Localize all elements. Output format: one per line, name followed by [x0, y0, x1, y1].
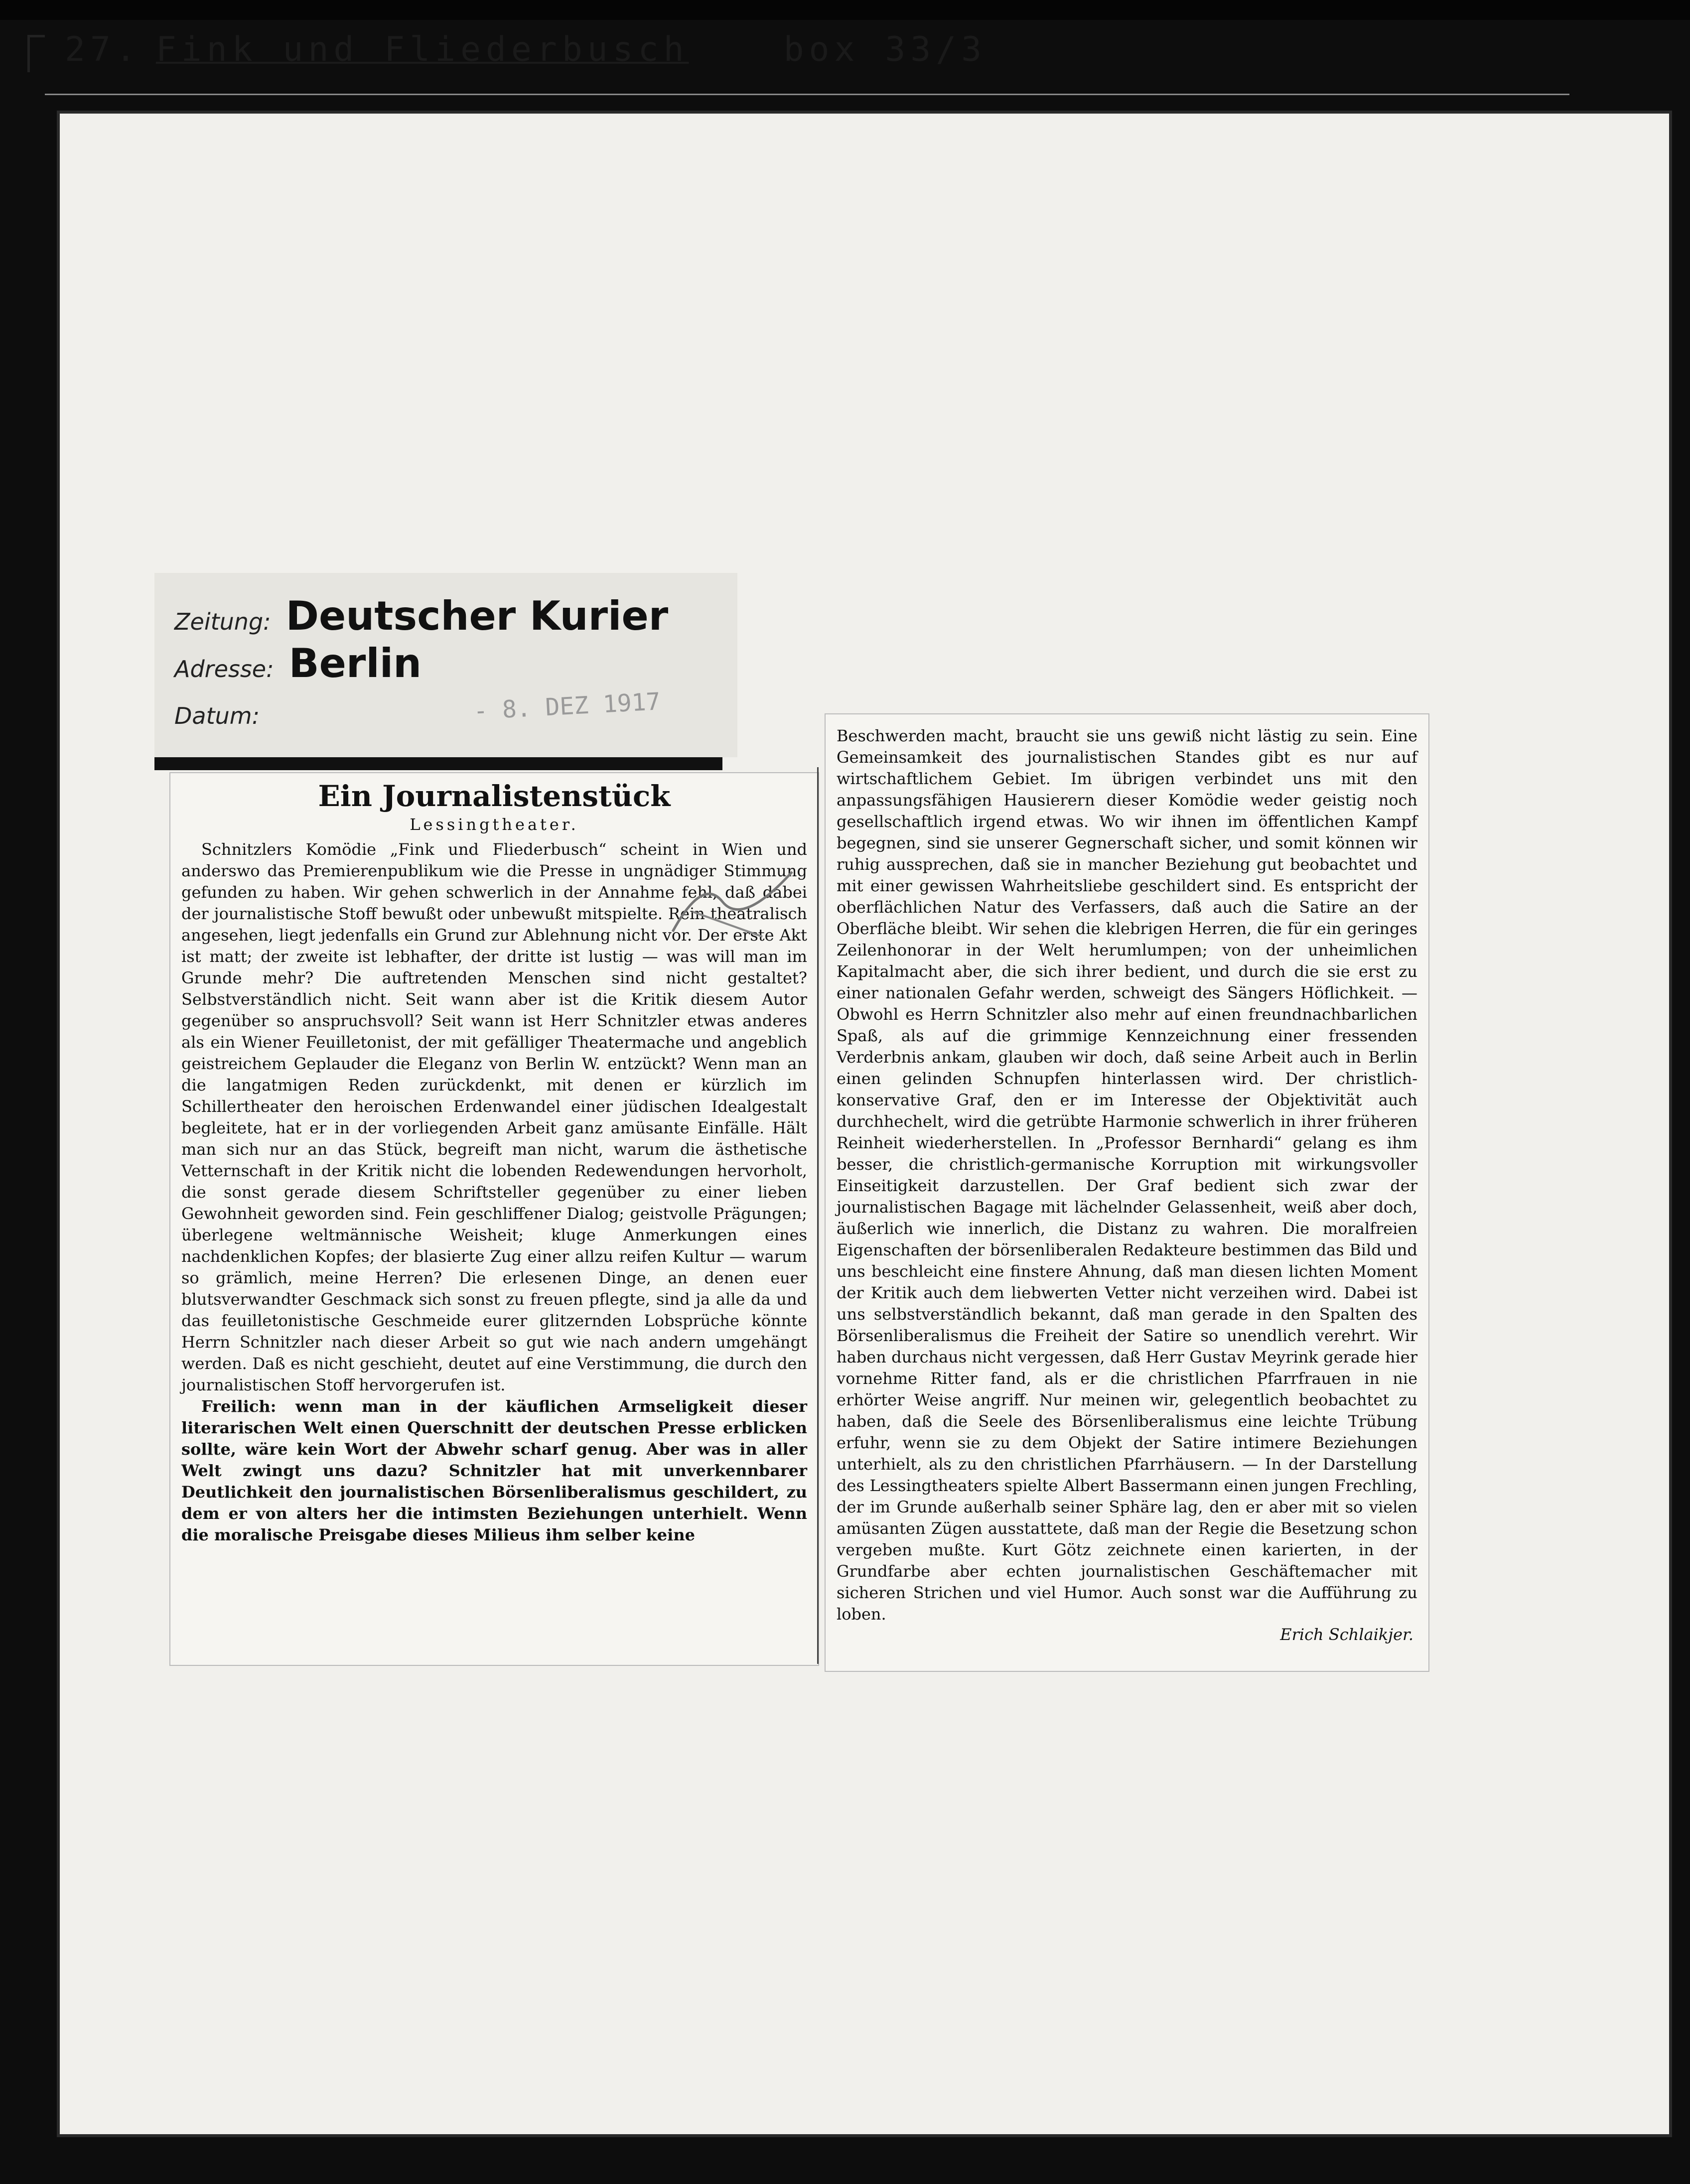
stamp-rule	[154, 757, 722, 770]
archive-header	[65, 30, 986, 69]
adresse-value: Berlin	[288, 640, 422, 686]
header-title: Fink und Fliederbusch	[155, 30, 689, 69]
clipping-stamp	[154, 573, 737, 757]
article-headline: Ein Journalistenstück	[318, 779, 671, 813]
article-paragraph-3: Beschwerden macht, braucht sie uns gewiß nicht lästig zu sein. Eine Gemeinsamkeit des journalistischen Standes gibt es nur auf wirtschaftlichem Gebiet. Im übrigen verbindet uns mit den anpassungsfähigen Hausierern dieser Komödie weder geistig noch gesellschaftlich irgend etwas. Wo wir ihnen im öffentlichen Kampf begegnen, sind sie unserer Gegnerschaft sicher, und somit können wir ruhig aussprechen, daß sie in mancher Beziehung gut beobachtet und mit einer gewissen Wahrheitsliebe geschildert sind. Es entspricht der oberflächlichen Natur des Verfassers, daß auch die Satire an der Oberfläche bleibt. Wir sehen die klebrigen Herren, die für ein geringes Zeilenhonorar in der Welt herumlumpen; von der unheimlichen Kapitalmacht aber, die sich ihrer bedient, und durch die sie erst zu einer nationalen Gefahr werden, schweigt des Sängers Höflichkeit. — Obwohl es Herrn Schnitzler also mehr auf einen freundnachbarlichen Spaß, als auf die grimmige Kennzeichnung einer fressenden Verderbnis ankam, glauben wir doch, daß seine Arbeit auch in Berlin einen gelinden Schnupfen hinterlassen wird. Der christlich-konservative Graf, den er im Interesse der Objektivität auch durchhechelt, wird die getrübte Harmonie schwerlich in ihrer früheren Reinheit wiederherstellen. In „Professor Bernhardi“ gelang es ihm besser, die christlich-germanische Korruption mit wirkungsvoller Einseitigkeit darzustellen. Der Graf bedient sich zwar der journalistischen Bagage mit lächelnder Gelassenheit, weiß aber doch, äußerlich wie innerlich, die Distanz zu wahren. Die moralfreien Eigenschaften der börsenliberalen Redakteure bestimmen das Bild und uns beschleicht eine finstere Ahnung, daß man diesen lichten Moment der Kritik auch dem liebwerten Vetter nicht verzeihen wird. Dabei ist uns selbstverständlich bekannt, daß man gerade in den Spalten des Börsenliberalismus die Freiheit der Satire so unendlich verehrt. Wir haben durchaus nicht vergessen, daß Herr Gustav Meyrink gerade hier vornehme Ritter fand, als er die christlichen Pfarrfrauen in nie erhörter Weise angriff. Nur meinen wir, gelegentlich beobachtet zu haben, daß die Seele des Börsenliberalismus eine leichte Trübung erfuhr, wenn sie zu dem Objekt der Satire intimere Beziehungen unterhielt, als zu den christlichen Pfarrhäusern. — In der Darstellung des Lessingtheaters spielte Albert Bassermann einen jungen Frechling, der im Grunde außerhalb seiner Sphäre lag, den er aber mit so vielen amüsanten Zügen ausstattete, daß man der Regie die Besetzung schon vergeben mußte. Kurt Götz zeichnete einen karierten, in der Grundfarbe aber echten journalistischen Geschäftemacher mit sicheren Strichen und viel Humor. Auch sonst war die Aufführung zu loben.	[837, 726, 1417, 1624]
article-subhead: Lessingtheater.	[410, 815, 579, 834]
article-signature: Erich Schlaikjer.	[1280, 1625, 1413, 1644]
stamp-adresse-row	[174, 640, 422, 686]
zeitung-value: Deutscher Kurier	[285, 593, 669, 639]
stamp-datum-row	[174, 702, 260, 729]
column-divider	[817, 767, 819, 1664]
film-edge-top	[0, 0, 1690, 20]
pencil-mark	[663, 857, 812, 956]
corner-mark	[27, 35, 45, 72]
stamp-zeitung-row	[174, 593, 668, 639]
article-column-right	[825, 713, 1429, 1672]
zeitung-label: Zeitung:	[174, 608, 271, 635]
header-box: box 33/3	[783, 30, 987, 69]
datum-label: Datum:	[174, 702, 260, 729]
header-number: 27.	[65, 30, 141, 69]
header-divider	[45, 94, 1569, 95]
date-stamp: - 8. DEZ 1917	[472, 687, 661, 725]
article-paragraph-1: Schnitzlers Komödie „Fink und Fliederbusch“ scheint in Wien und anderswo das Premierenpublikum wie die Presse in ungnädiger Stimmung gefunden zu haben. Wir gehen schwerlich in der Annahme fehl, daß dabei der journalistische Stoff bewußt oder unbewußt mitspielte. Rein theatralisch angesehen, liegt jedenfalls ein Grund zur Ablehnung nicht vor. Der erste Akt ist matt; der zweite ist lebhafter, der dritte ist lustig — was will man im Grunde mehr? Die auftretenden Menschen sind nicht gestaltet? Selbstverständlich nicht. Seit wann aber ist die Kritik diesem Autor gegenüber so anspruchsvoll? Seit wann ist Herr Schnitzler etwas anderes als ein Wiener Feuilletonist, der mit gefälliger Theatermache und angeblich geistreichem Geplauder die Eleganz von Berlin W. entzückt? Wenn man an die langatmigen Reden zurückdenkt, mit denen er kürzlich im Schillertheater den heroischen Erdenwandel einer jüdischen Idealgestalt begleitete, hat er in der vorliegenden Arbeit ganz amüsante Einfälle. Hält man sich nur an das Stück, begreift man nicht, warum die ästhetische Vetternschaft in der Kritik nicht die lobenden Redewendungen hervorholt, die sonst gerade diesem Schriftsteller gegenüber zu einer lieben Gewohnheit geworden sind. Fein geschliffener Dialog; geistvolle Prägungen; überlegene weltmännische Weisheit; kluge Anmerkungen eines nachdenklichen Kopfes; der blasierte Zug einer allzu reifen Kultur — warum so grämlich, meine Herren? Die erlesenen Dinge, an denen euer blutsverwandter Geschmack sich sonst zu freuen pflegte, sind ja alle da und das feuilletonistische Geschmeide eurer glitzernden Lobsprüche könnte Herrn Schnitzler nach dieser Arbeit so gut wie nach andern umgehängt werden. Daß es nicht geschieht, deutet auf eine Verstimmung, die durch den journalistischen Stoff hervorgerufen ist.	[181, 840, 807, 1394]
adresse-label: Adresse:	[174, 656, 274, 682]
article-paragraph-2: Freilich: wenn man in der käuflichen Armseligkeit dieser literarischen Welt einen Querschnitt der deutschen Presse erblicken sollte, wäre kein Wort der Abwehr scharf genug. Aber was in aller Welt zwingt uns dazu? Schnitzler hat mit unverkennbarer Deutlichkeit den journalistischen Börsenliberalismus geschildert, zu dem er von alters her die intimsten Beziehungen unterhielt. Wenn die moralische Preisgabe dieses Milieus ihm selber keine	[181, 1397, 807, 1544]
